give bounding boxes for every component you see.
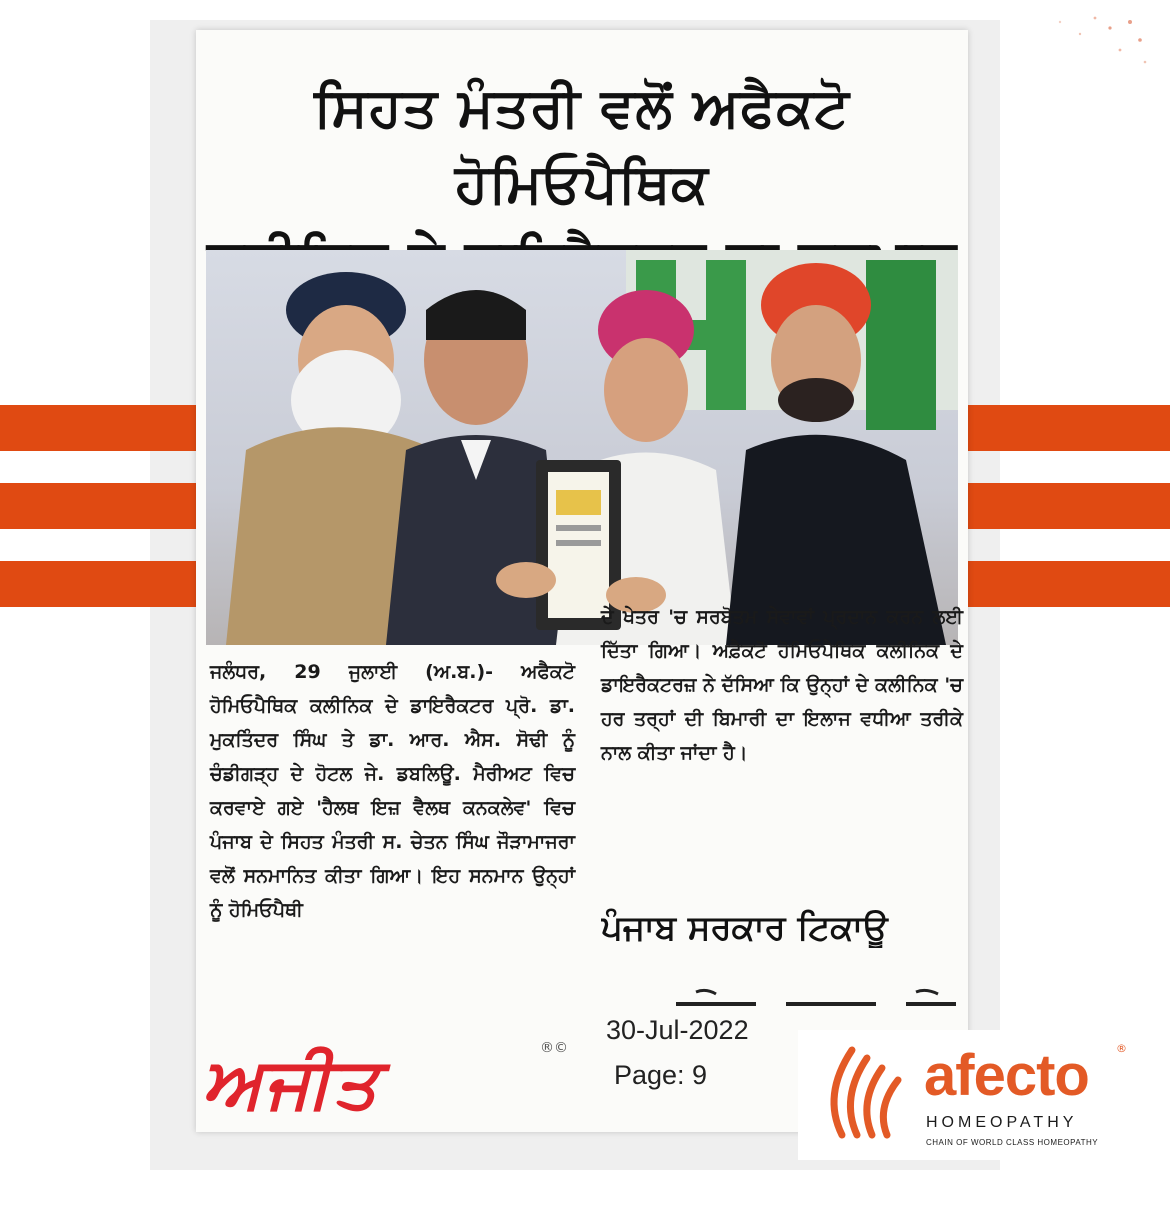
article-column-left	[210, 655, 575, 927]
masthead-registered-mark: ®©	[540, 1040, 568, 1056]
masthead-title: ਅਜੀਤ	[202, 1042, 380, 1124]
logo-subtitle: HOMEOPATHY	[926, 1114, 1078, 1131]
newspaper-masthead	[200, 1038, 580, 1130]
newspaper-clipping	[196, 30, 968, 1132]
headline-line-1: ਸਿਹਤ ਮੰਤਰੀ ਵਲੋਂ ਅਫੈਕਟੋ ਹੋਮਿਓਪੈਥਿਕ	[314, 76, 850, 215]
logo-brand-name: afecto	[924, 1043, 1089, 1108]
publication-date: 30-Jul-2022	[606, 1015, 749, 1045]
logo-tagline: CHAIN OF WORLD CLASS HOMEOPATHY	[926, 1138, 1099, 1147]
decor-dots	[1000, 10, 1150, 90]
page-number: Page: 9	[614, 1060, 708, 1090]
article-text-left: ਜਲੰਧਰ, 29 ਜੁਲਾਈ (ਅ.ਬ.)- ਅਫੈਕਟੋ ਹੋਮਿਓਪੈਥਿਕ ਕਲੀਨਿਕ ਦੇ ਡਾਇਰੈਕਟਰ ਪ੍ਰੋ. ਡਾ. ਮੁਕਤਿੰਦਰ ਸਿੰਘ ਤੇ ਡਾ. ਆਰ. ਐਸ. ਸੋਢੀ ਨੂੰ ਚੰਡੀਗੜ੍ਹ ਦੇ ਹੋਟਲ ਜੇ. ਡਬਲਿਊ. ਮੈਰੀਅਟ ਵਿਚ ਕਰਵਾਏ ਗਏ 'ਹੈਲਥ ਇਜ਼ ਵੈਲਥ ਕਨਕਲੇਵ' ਵਿਚ ਪੰਜਾਬ ਦੇ ਸਿਹਤ ਮੰਤਰੀ ਸ. ਚੇਤਨ ਸਿੰਘ ਜੌੜਾਮਾਜਰਾ ਵਲੋਂ ਸਨਮਾਨਿਤ ਕੀਤਾ ਗਿਆ। ਇਹ ਸਨਮਾਨ ਉਨ੍ਹਾਂ ਨੂੰ ਹੋਮਿਓਪੈਥੀ	[210, 661, 575, 921]
afecto-logo	[798, 1030, 1138, 1160]
cut-off-text-fragment	[676, 986, 966, 1006]
afecto-logo-icon	[812, 1040, 912, 1140]
article-text-right: ਦੇ ਖੇਤਰ 'ਚ ਸਰਬੋਤਮ ਸੇਵਾਵਾਂ ਪ੍ਰਦਾਨ ਕਰਨ ਲਈ ਦਿੱਤਾ ਗਿਆ। ਅਫ਼ੈਕਟੋ ਹੋਮਿਓਪੈਥਿਕ ਕਲੀਨਿਕ ਦੇ ਡਾਇਰੈਕਟਰਜ਼ ਨੇ ਦੱਸਿਆ ਕਿ ਉਨ੍ਹਾਂ ਦੇ ਕਲੀਨਿਕ 'ਚ ਹਰ ਤਰ੍ਹਾਂ ਦੀ ਬਿਮਾਰੀ ਦਾ ਇਲਾਜ ਵਧੀਆ ਤਰੀਕੇ ਨਾਲ ਕੀਤਾ ਜਾਂਦਾ ਹੈ।	[601, 606, 963, 764]
next-article-headline: ਪੰਜਾਬ ਸਰਕਾਰ ਟਿਕਾਊ	[601, 908, 888, 948]
article-column-right	[601, 600, 963, 770]
logo-registered-mark: ®	[1116, 1042, 1127, 1055]
award-ceremony-illustration	[206, 250, 958, 645]
award-ceremony-photo	[206, 250, 958, 645]
